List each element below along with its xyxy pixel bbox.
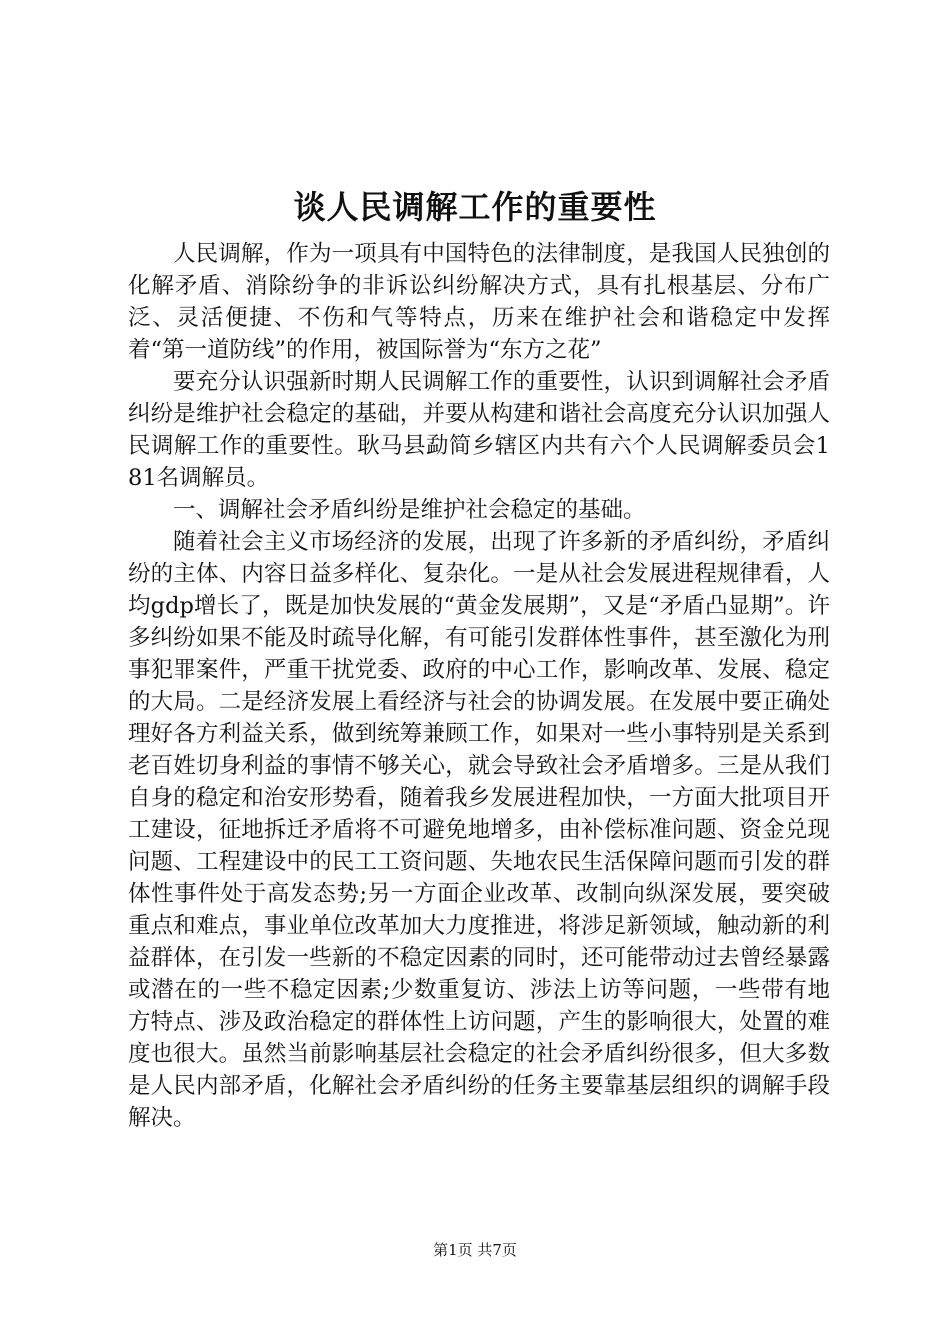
page-number-footer: 第1页 共7页 <box>433 1241 517 1259</box>
document-body <box>128 238 830 1134</box>
document-title: 谈人民调解工作的重要性 <box>293 188 657 226</box>
section-heading-1: 一、调解社会矛盾纠纷是维护社会稳定的基础。 <box>173 497 646 523</box>
paragraph-intro: 人民调解，作为一项具有中国特色的法律制度，是我国人民独创的化解矛盾、消除纷争的非诉讼纠纷解决方式，具有扎根基层、分布广泛、灵活便捷、不伤和气等特点，历来在维护社会和谐稳定中发挥着“第一道防线”的作用，被国际誉为“东方之花” <box>128 241 830 363</box>
paragraph-section-1-body: 随着社会主义市场经济的发展，出现了许多新的矛盾纠纷，矛盾纠纷的主体、内容日益多样化、复杂化。一是从社会发展进程规律看，人均gdp增长了，既是加快发展的“黄金发展期”，又是“矛盾凸显期”。许多纠纷如果不能及时疏导化解，有可能引发群体性事件，甚至激化为刑事犯罪案件，严重干扰党委、政府的中心工作，影响改革、发展、稳定的大局。二是经济发展上看经济与社会的协调发展。在发展中要正确处理好各方利益关系，做到统筹兼顾工作，如果对一些小事特别是关系到老百姓切身利益的事情不够关心，就会导致社会矛盾增多。三是从我们自身的稳定和治安形势看，随着我乡发展进程加快，一方面大批项目开工建设，征地拆迁矛盾将不可避免地增多，由补偿标准问题、资金兑现问题、工程建设中的民工工资问题、失地农民生活保障问题而引发的群体性事件处于高发态势;另一方面企业改革、改制向纵深发展，要突破重点和难点，事业单位改革加大力度推进，将涉足新领域，触动新的利益群体，在引发一些新的不稳定因素的同时，还可能带动过去曾经暴露或潜在的一些不稳定因素;少数重复访、涉法上访等问题，一些带有地方特点、涉及政治稳定的群体性上访问题，产生的影响很大，处置的难度也很大。虽然当前影响基层社会稳定的社会矛盾纠纷很多，但大多数是人民内部矛盾，化解社会矛盾纠纷的任务主要靠基层组织的调解手段解决。 <box>128 529 830 1131</box>
paragraph-importance: 要充分认识强新时期人民调解工作的重要性，认识到调解社会矛盾纠纷是维护社会稳定的基础，并要从构建和谐社会高度充分认识加强人民调解工作的重要性。耿马县勐简乡辖区内共有六个人民调解委员会181名调解员。 <box>128 369 830 491</box>
